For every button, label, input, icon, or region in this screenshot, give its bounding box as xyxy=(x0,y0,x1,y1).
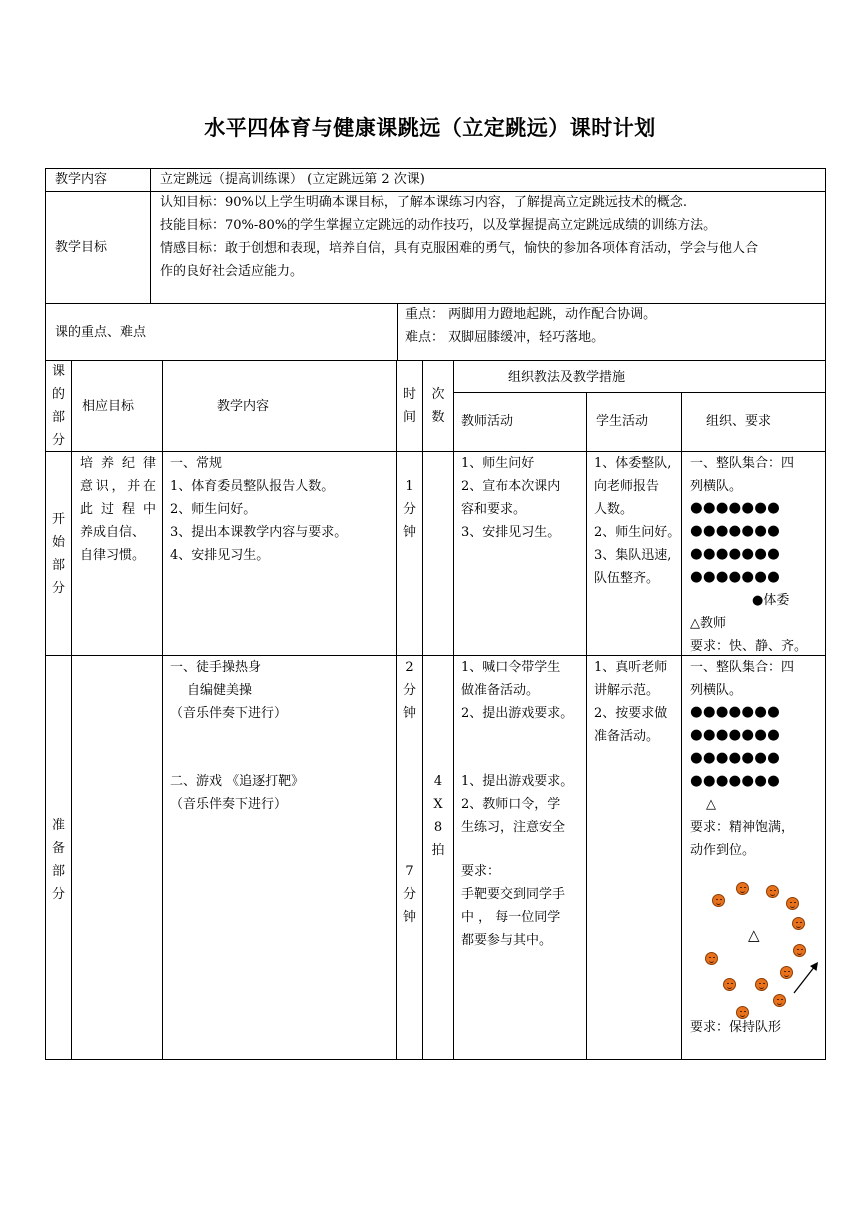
keypoint-difficulty: 难点： 双脚屈膝缓冲，轻巧落地。 xyxy=(405,330,605,345)
formation-row: ●●●●●●● xyxy=(690,500,780,516)
formation-row: ●●●●●●● xyxy=(690,750,780,766)
header-student: 学生活动 xyxy=(596,414,649,429)
student-face-icon xyxy=(766,885,779,898)
keypoints-label: 课的重点、难点 xyxy=(55,325,147,340)
formation-row: ●●●●●●● xyxy=(690,704,780,720)
header-content: 教学内容 xyxy=(217,399,270,414)
header-orgreq: 组织、要求 xyxy=(706,414,772,429)
goal-cognitive: 认知目标：90%以上学生明确本课目标，了解本课练习内容，了解提高立定跳远技术的概念. xyxy=(160,195,688,210)
formation-row: ●●●●●●● xyxy=(690,727,780,743)
teacher-mark: △ xyxy=(706,797,716,812)
formation-row: ●●●●●●● xyxy=(690,523,780,539)
prep-requirement-cont: 动作到位。 xyxy=(690,843,756,858)
student-face-icon xyxy=(755,978,768,991)
arrow-icon xyxy=(790,960,820,996)
student-face-icon xyxy=(705,952,718,965)
header-teacher: 教师活动 xyxy=(461,414,514,429)
student-face-icon xyxy=(712,894,725,907)
student-face-icon xyxy=(773,994,786,1007)
leader-mark: ●体委 xyxy=(752,593,790,608)
header-goal: 相应目标 xyxy=(82,399,135,414)
goal-skill: 技能目标：70%-80%的学生掌握立定跳远的动作技巧，以及掌握提高立定跳远成绩的训练方法。 xyxy=(160,218,717,233)
circle-requirement: 要求：保持队形 xyxy=(690,1020,782,1035)
circle-teacher-mark: △ xyxy=(748,926,760,944)
header-org: 组织教法及教学措施 xyxy=(508,370,626,385)
student-face-icon xyxy=(736,882,749,895)
page-title: 水平四体育与健康课跳远（立定跳远）课时计划 xyxy=(204,116,656,140)
student-face-icon xyxy=(723,978,736,991)
student-face-icon xyxy=(793,944,806,957)
formation-row: ●●●●●●● xyxy=(690,773,780,789)
formation-row: ●●●●●●● xyxy=(690,569,780,585)
student-face-icon xyxy=(786,897,799,910)
content-label: 教学内容 xyxy=(55,172,108,187)
goal-emotion-cont: 作的良好社会适应能力。 xyxy=(160,264,304,279)
keypoint-focus: 重点： 两脚用力蹬地起跳，动作配合协调。 xyxy=(405,307,657,322)
goals-label: 教学目标 xyxy=(55,240,108,255)
student-face-icon xyxy=(792,917,805,930)
prep-requirement: 要求：精神饱满， xyxy=(690,820,795,835)
content-value: 立定跳远（提高训练课） (立定跳远第 2 次课) xyxy=(160,172,425,187)
start-requirement: 要求：快、静、齐。 xyxy=(690,639,808,654)
formation-row: ●●●●●●● xyxy=(690,546,780,562)
goal-emotion: 情感目标：敢于创想和表现，培养自信，具有克服困难的勇气，愉快的参加各项体育活动，学会与他人合 xyxy=(160,241,759,256)
teacher-mark: △教师 xyxy=(690,616,726,631)
